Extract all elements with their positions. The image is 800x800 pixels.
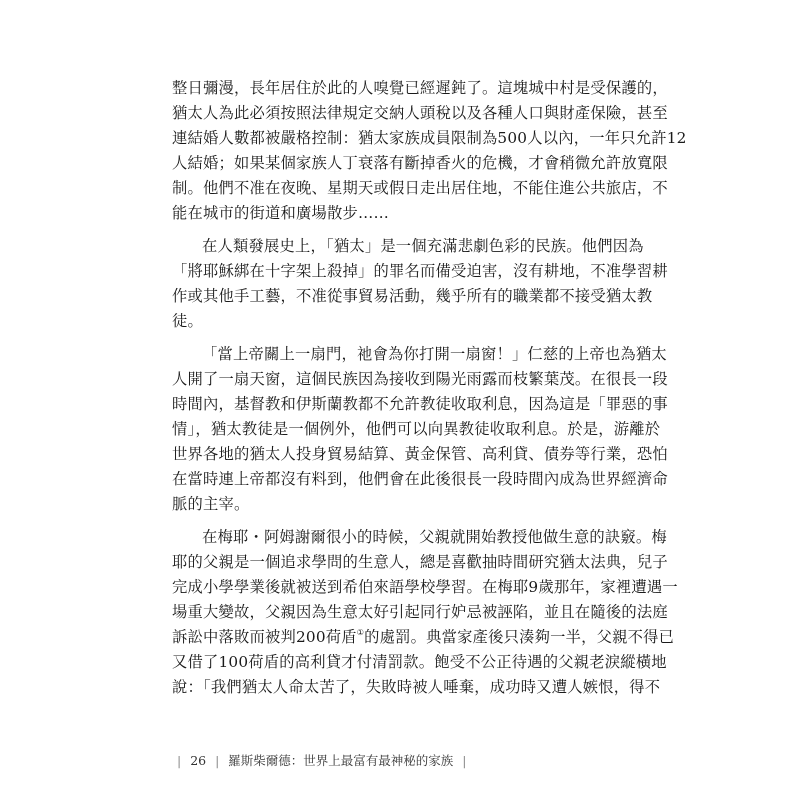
footnote-marker: ① <box>356 628 365 637</box>
text-line <box>172 625 675 650</box>
text-line: 完成小學學業後就被送到希伯來語學校學習。在梅耶9歲那年，家裡遭遇一 <box>172 578 678 596</box>
body-text <box>172 76 687 700</box>
footer-separator-right: | <box>462 753 467 768</box>
paragraph <box>172 525 678 700</box>
text-line: 制。他們不准在夜晚、星期天或假日走出居住地，不能住進公共旅店，不 <box>172 179 668 197</box>
paragraph <box>172 76 687 226</box>
text-line: 場重大變故，父親因為生意太好引起同行妒忌被誣陷，並且在隨後的法庭 <box>172 603 668 621</box>
text-line: 在人類發展史上，「猶太」是一個充滿悲劇色彩的民族。他們因為 <box>202 237 644 255</box>
text-line: 在梅耶・阿姆謝爾很小的時候，父親就開始教授他做生意的訣竅。梅 <box>202 528 667 546</box>
paragraph-gap <box>172 517 610 525</box>
paragraph <box>172 342 668 517</box>
text-line: 人結婚；如果某個家族人丁衰落有斷掉香火的危機，才會稍微允許放寬限 <box>172 154 668 172</box>
text-line: 耶的父親是一個追求學問的生意人，總是喜歡抽時間研究猶太法典，兒子 <box>172 553 668 571</box>
text-line: 人開了一扇天窗，這個民族因為接收到陽光雨露而枝繁葉茂。在很長一段 <box>172 370 668 388</box>
paragraph-gap <box>172 334 610 342</box>
paragraph <box>172 234 668 334</box>
text-line-tail: 的處罰。典當家產後只湊夠一半，父親不得已 <box>364 628 675 646</box>
text-line: 說：「我們猶太人命太苦了，失敗時被人唾棄，成功時又遭人嫉恨，得不 <box>172 678 661 696</box>
text-line: 情」，猶太教徒是一個例外，他們可以向異教徒收取利息。於是，游離於 <box>172 420 661 438</box>
paragraph-gap <box>172 226 610 234</box>
text-line: 世界各地的猶太人投身貿易結算、黃金保管、高利貸、債券等行業，恐怕 <box>172 445 668 463</box>
page-number: 26 <box>190 753 207 768</box>
page-footer <box>172 752 472 770</box>
text-line: 「當上帝關上一扇門，祂會為你打開一扇窗！」仁慈的上帝也為猶太 <box>202 345 667 363</box>
footer-separator-left: | <box>177 753 182 768</box>
text-line: 「將耶穌綁在十字架上殺掉」的罪名而備受迫害，沒有耕地，不准學習耕 <box>172 262 668 280</box>
text-line: 時間內，基督教和伊斯蘭教都不允許教徒收取利息，因為這是「罪惡的事 <box>172 395 668 413</box>
text-line: 脈的主宰。 <box>172 495 250 513</box>
running-title: 羅斯柴爾德：世界上最富有最神秘的家族 <box>228 753 454 768</box>
text-line: 在當時連上帝都沒有料到，他們會在此後很長一段時間內成為世界經濟命 <box>172 470 668 488</box>
text-line: 整日彌漫，長年居住於此的人嗅覺已經遲鈍了。這塊城中村是受保護的， <box>172 79 668 97</box>
text-line: 連結婚人數都被嚴格控制：猶太家族成員限制為500人以內，一年只允許12 <box>172 129 687 147</box>
text-line: 又借了100荷盾的高利貸才付清罰款。飽受不公正待遇的父親老淚縱橫地 <box>172 653 667 671</box>
text-line: 徒。 <box>172 312 203 330</box>
footer-separator-middle: | <box>215 753 220 768</box>
text-line: 能在城市的街道和廣場散步…… <box>172 204 389 222</box>
text-line: 作或其他手工藝，不准從事貿易活動，幾乎所有的職業都不接受猶太教 <box>172 287 653 305</box>
text-line: 猶太人為此必須按照法律規定交納人頭稅以及各種人口與財產保險，甚至 <box>172 104 668 122</box>
text-line-head: 訴訟中落敗而被判200荷盾 <box>172 628 357 646</box>
